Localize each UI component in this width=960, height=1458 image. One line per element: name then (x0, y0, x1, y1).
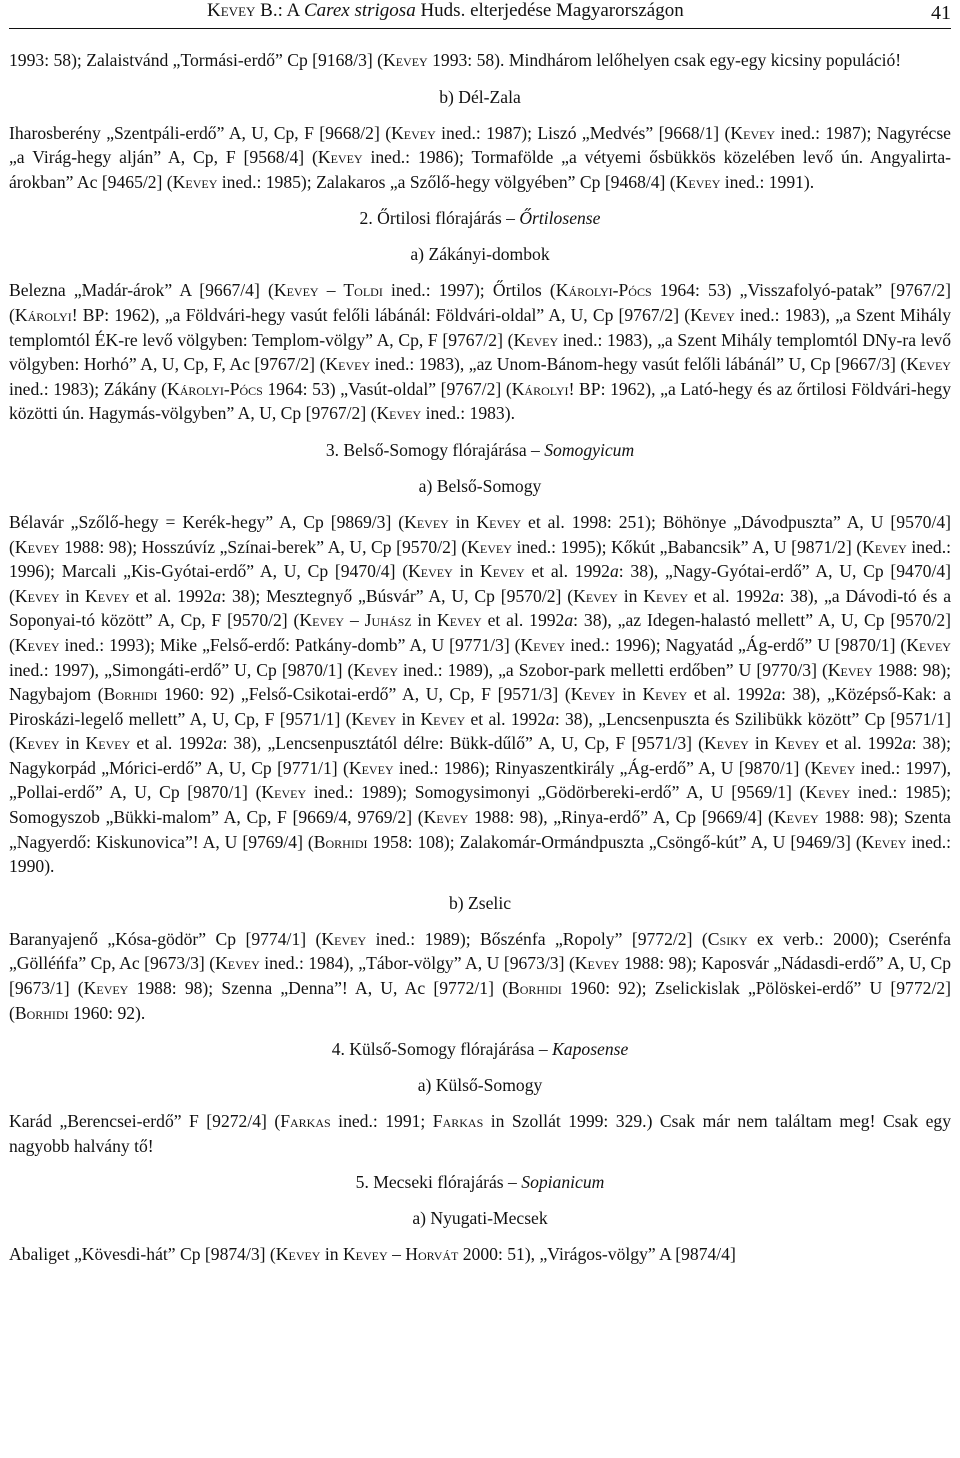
article-body (9, 48, 951, 1267)
section-heading: b) Dél-Zala (439, 86, 521, 107)
section-heading: a) Belső-Somogy (418, 475, 542, 496)
paragraph: Bélavár „Szőlő-hegy = Kerék-hegy” A, Cp [9869/3] (Kevey in Kevey et al. 1998: 251); Böhönye „Dávodpuszta” A, U [9570/4] (Kevey 1988: 98); Hosszúvíz „Színai-berek” A, U, Cp [9570/2] (Kevey ined.: 1995); Kőkút „Babancsik” A, U [9871/2] (Kevey ined.: 1996); Marcali „Kis-Gyótai-erdő” A, U, Cp [9470/4] (Kevey in Kevey et al. 1992a: 38), „Nagy-Gyótai-erdő” A, U, Cp [9470/4] (Kevey in Kevey et al. 1992a: 38); Mesztegnyő „Búsvár” A, U, Cp [9570/2] (Kevey in Kevey et al. 1992a: 38), „a Dávodi-tó és a Soponyai-tó között” A, Cp, F [9570/2] (Kevey – Juhász in Kevey et al. 1992a: 38), „az Idegen-halastó mellett” A, U, Cp [9570/2] (Kevey ined.: 1993); Mike „Felső-erdő: Patkány-domb” A, U [9771/3] (Kevey ined.: 1996); Nagyatád „Ág-erdő” U [9870/1] (Kevey ined.: 1997), „Simongáti-erdő” U, Cp [9870/1] (Kevey ined.: 1989), „a Szobor-park melletti erdőben” U [9770/3] (Kevey 1988: 98); Nagybajom (Borhidi 1960: 92) „Felső-Csikotai-erdő” A, U, Cp, F [9571/3] (Kevey in Kevey et al. 1992a: 38), „Középső-Kak: a Piroskázi-legelő mellett” A, U, Cp, F [9571/1] (Kevey in Kevey et al. 1992a: 38), „Lencsenpuszta és Szilibükk között” Cp [9571/1] (Kevey in Kevey et al. 1992a: 38), „Lencsenpusztától délre: Bükk-dűlő” A, U, Cp, F [9571/3] (Kevey in Kevey et al. 1992a: 38); Nagykorpád „Mórici-erdő” A, U, Cp [9771/1] (Kevey ined.: 1986); Rinyaszentkirály „Ág-erdő” A, U [9870/1] (Kevey ined.: 1997), „Pollai-erdő” A, U, Cp [9870/1] (Kevey ined.: 1989); Somogysimonyi „Gödörbereki-erdő” A, U [9569/1] (Kevey ined.: 1985); Somogyszob „Bükki-malom” A, Cp, F [9669/4, 9769/2] (Kevey 1988: 98), „Rinya-erdő” A, Cp [9669/4] (Kevey 1988: 98); Szenta „Nagyerdő: Kiskunovica”! A, U [9769/4] (Borhidi 1958: 108); Zalakomár-Ormándpuszta „Csöngő-kút” A, U [9469/3] (Kevey ined.: 1990). (9, 511, 952, 877)
section-heading: 3. Belső-Somogy flórajárása – Somogyicum (325, 439, 635, 460)
paragraph: Belezna „Madár-árok” A [9667/4] (Kevey – Toldi ined.: 1997); Őrtilos (Károlyi-Pócs 1964: 53) „Visszafolyó-patak” [9767/2] (Károlyi! BP: 1962), „a Földvári-hegy vasút felőli lábánál: Földvári-oldal” A, U, Cp [9767/2] (Kevey ined.: 1983), „a Szent Mihály templomtól ÉK-re levő völgyben: Templom-völgy” A, Cp, F [9767/2] (Kevey ined.: 1983), „a Szent Mihály templomtól DNy-ra levő völgyben: Horhó” A, U, Cp, F, Ac [9767/2] (Kevey ined.: 1983), „az Unom-Bánom-hegy vasút felőli lábánál” U, Cp [9667/3] (Kevey ined.: 1983); Zákány (Károlyi-Pócs 1964: 53) „Vasút-oldal” [9767/2] (Károlyi! BP: 1962), „a Lató-hegy és az őrtilosi Földvári-hegy közötti ún. Hagymás-völgyben” A, U, Cp [9767/2] (Kevey ined.: 1983). (9, 280, 952, 424)
section-heading: a) Nyugati-Mecsek (412, 1208, 548, 1229)
paragraph: Karád „Berencsei-erdő” F [9272/4] (Farkas ined.: 1991; Farkas in Szollát 1999: 329.) Csak már nem találtam meg! Csak egy nagyobb halvány tő! (9, 1111, 952, 1156)
section-heading: a) Külső-Somogy (417, 1075, 543, 1096)
paragraph: Abaliget „Kövesdi-hát” Cp [9874/3] (Kevey in Kevey – Horvát 2000: 51), „Virágos-völgy” A [9874/4] (9, 1244, 736, 1265)
section-heading: 5. Mecseki flórajárás – Sopianicum (355, 1172, 605, 1193)
paragraph: Iharosberény „Szentpáli-erdő” A, U, Cp, F [9668/2] (Kevey ined.: 1987); Liszó „Medvés” [9668/1] (Kevey ined.: 1987); Nagyrécse „a Virág-hegy alján” A, Cp, F [9568/4] (Kevey ined.: 1986); Tormafölde „a vétyemi ősbükkös közelében levő ún. Angyalirta-árokban” Ac [9465/2] (Kevey ined.: 1985); Zalakaros „a Szőlő-hegy völgyében” Cp [9468/4] (Kevey ined.: 1991). (9, 122, 951, 192)
running-header (9, 0, 951, 29)
page-number: 41 (931, 2, 951, 24)
section-heading: 2. Őrtilosi flórajárás – Őrtilosense (359, 208, 601, 229)
section-heading: b) Zselic (448, 892, 512, 913)
paragraph: 1993: 58); Zalaistvánd „Tormási-erdő” Cp [9168/3] (Kevey 1993: 58). Mindhárom lelőhelyen csak egy-egy kicsiny populáció! (9, 50, 902, 70)
paragraph: Baranyajenő „Kósa-gödör” Cp [9774/1] (Kevey ined.: 1989); Bőszénfa „Ropoly” [9772/2] (Csiky ex verb.: 2000); Cserénfa „Gölléńfa” Cp, Ac [9673/3] (Kevey ined.: 1984), „Tábor-völgy” A, U [9673/3] (Kevey 1988: 98); Kaposvár „Nádasdi-erdő” A, U, Cp [9673/1] (Kevey 1988: 98); Szenna „Denna”! A, U, Ac [9772/1] (Borhidi 1960: 92); Zselickislak „Pölöskei-erdő” U [9772/2] (Borhidi 1960: 92). (9, 928, 951, 1023)
section-heading: 4. Külső-Somogy flórajárása – Kaposense (331, 1039, 629, 1060)
section-heading: a) Zákányi-dombok (410, 244, 550, 265)
running-title: Kevey B.: A Carex strigosa Huds. elterjedése Magyarországon (207, 0, 684, 21)
